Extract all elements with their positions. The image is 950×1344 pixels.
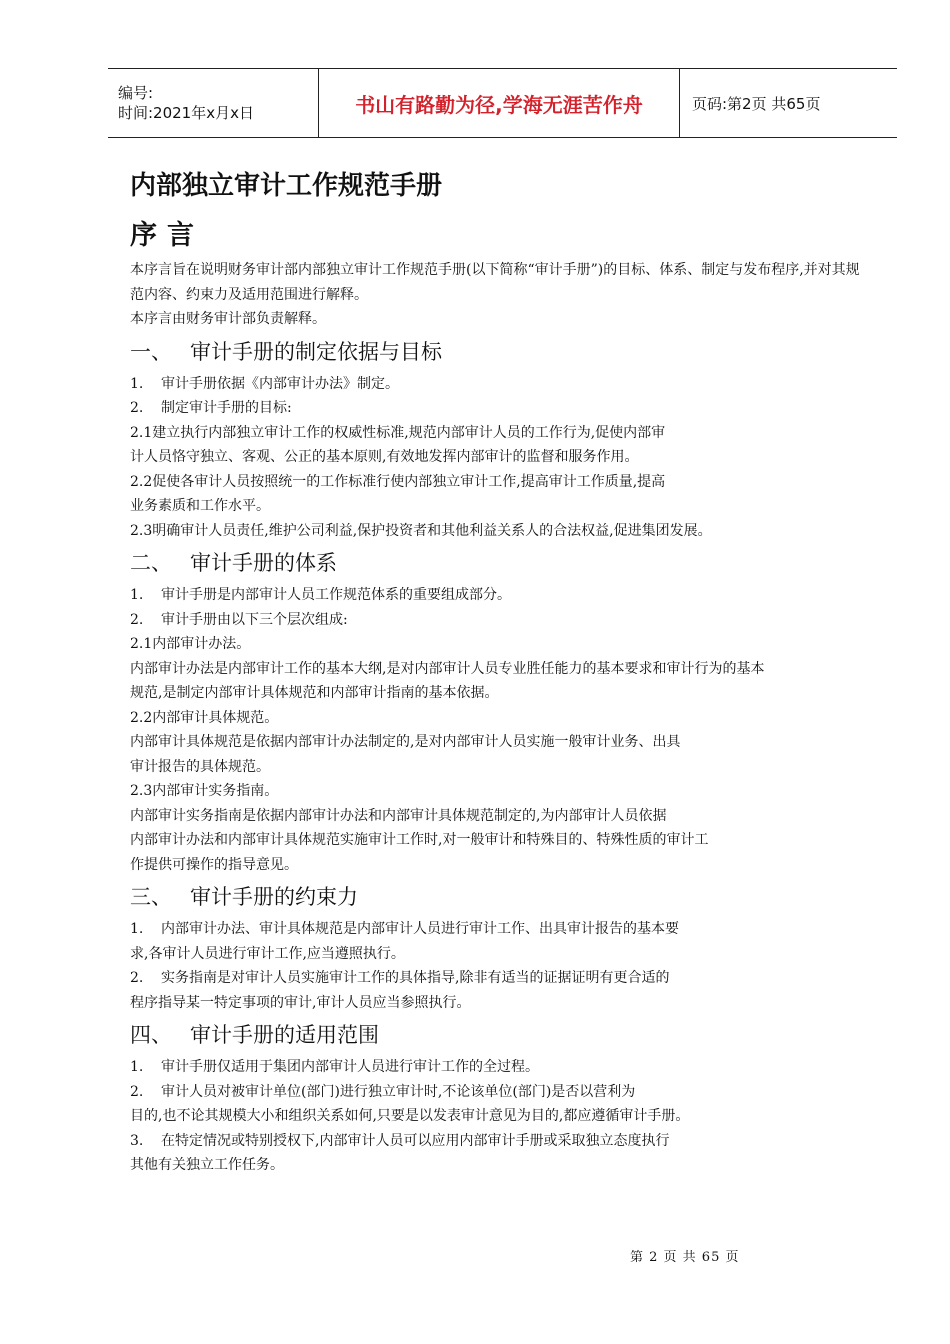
- line-text: 2.1建立执行内部独立审计工作的权威性标准,规范内部审计人员的工作行为,促使内部审: [130, 424, 666, 441]
- body-line: [130, 1080, 866, 1105]
- page-footer: 第 2 页 共 65 页: [630, 1250, 740, 1265]
- page-info-text: 页码:第2页 共65页: [692, 94, 821, 113]
- line-text: 业务素质和工作水平。: [130, 498, 270, 514]
- body-line: [130, 519, 866, 544]
- line-text: 计人员恪守独立、客观、公正的基本原则,有效地发挥内部审计的监督和服务作用。: [130, 449, 639, 465]
- body-line: [130, 470, 866, 495]
- header-meta: [108, 69, 319, 137]
- body-line: [130, 706, 866, 731]
- body-line: [130, 942, 866, 967]
- line-text: 2.2内部审计具体规范。: [130, 709, 279, 726]
- body-line: [130, 1153, 866, 1178]
- body-line: [130, 681, 866, 706]
- header-motto: [319, 69, 680, 137]
- body-line: [130, 421, 866, 446]
- body-line: [130, 917, 866, 942]
- line-text: 审计报告的具体规范。: [130, 758, 270, 775]
- item-number: 1.: [130, 375, 144, 392]
- body-line: [130, 1104, 866, 1129]
- sections: [130, 332, 866, 1178]
- section-title: 审计手册的约束力: [190, 885, 358, 909]
- line-text: 审计人员对被审计单位(部门)进行独立审计时,不论该单位(部门)是否以营利为: [161, 1083, 636, 1100]
- line-text: 其他有关独立工作任务。: [130, 1157, 284, 1173]
- body-line: [130, 1129, 866, 1154]
- section-heading: [130, 543, 866, 583]
- motto-text: 书山有路勤为径,学海无涯苦作舟: [355, 92, 643, 117]
- line-text: 审计手册依据《内部审计办法》制定。: [161, 375, 399, 392]
- line-text: 内部审计实务指南是依据内部审计办法和内部审计具体规范制定的,为内部审计人员依据: [130, 807, 667, 824]
- item-number: 2.: [130, 611, 144, 628]
- section-number: 四、: [130, 1023, 172, 1047]
- preface-paragraph: 本序言旨在说明财务审计部内部独立审计工作规范手册(以下简称“审计手册”)的目标、体系、制定与发布程序,并对其规范内容、约束力及适用范围进行解释。: [130, 262, 860, 303]
- body-line: [130, 1055, 866, 1080]
- line-text: 制定审计手册的目标:: [161, 400, 292, 416]
- body-line: [130, 966, 866, 991]
- section-number: 二、: [130, 551, 172, 575]
- time-label: 时间:2021年x月x日: [118, 104, 254, 122]
- document-body: [130, 166, 866, 1178]
- line-text: 审计手册是内部审计人员工作规范体系的重要组成部分。: [161, 587, 511, 603]
- line-text: 程序指导某一特定事项的审计,审计人员应当参照执行。: [130, 994, 471, 1011]
- section-title: 审计手册的适用范围: [190, 1023, 379, 1047]
- line-text: 实务指南是对审计人员实施审计工作的具体指导,除非有适当的证据证明有更合适的: [161, 970, 670, 986]
- header-page-info: [680, 69, 897, 137]
- item-number: 2.: [130, 400, 144, 416]
- page-header: [108, 68, 897, 138]
- line-text: 在特定情况或特别授权下,内部审计人员可以应用内部审计手册或采取独立态度执行: [161, 1132, 670, 1149]
- line-text: 目的,也不论其规模大小和组织关系如何,只要是以发表审计意见为目的,都应遵循审计手册。: [130, 1108, 690, 1124]
- section-title: 审计手册的体系: [190, 551, 337, 575]
- item-number: 3.: [130, 1132, 144, 1149]
- body-line: [130, 779, 866, 804]
- body-line: [130, 657, 866, 682]
- body-line: [130, 730, 866, 755]
- item-number: 1.: [130, 1059, 144, 1075]
- serial-label: 编号:: [118, 84, 154, 102]
- section-title: 审计手册的制定依据与目标: [190, 339, 442, 364]
- section-heading: [130, 332, 866, 372]
- line-text: 2.2促使各审计人员按照统一的工作标准行使内部独立审计工作,提高审计工作质量,提高: [130, 473, 666, 490]
- section-heading: [130, 877, 866, 917]
- body-line: [130, 445, 866, 470]
- line-text: 内部审计办法和内部审计具体规范实施审计工作时,对一般审计和特殊目的、特殊性质的审计工: [130, 832, 709, 848]
- section-number: 一、: [130, 339, 172, 364]
- body-line: [130, 632, 866, 657]
- body-line: [130, 608, 866, 633]
- body-line: [130, 583, 866, 608]
- body-line: [130, 755, 866, 780]
- body-line: [130, 804, 866, 829]
- body-line: [130, 853, 866, 878]
- line-text: 内部审计办法、审计具体规范是内部审计人员进行审计工作、出具审计报告的基本要: [161, 921, 679, 937]
- line-text: 内部审计办法是内部审计工作的基本大纲,是对内部审计人员专业胜任能力的基本要求和审计行为的基本: [130, 660, 765, 677]
- line-text: 2.1内部审计办法。: [130, 636, 251, 652]
- item-number: 1.: [130, 921, 144, 937]
- body-line: [130, 396, 866, 421]
- body-line: [130, 372, 866, 397]
- line-text: 求,各审计人员进行审计工作,应当遵照执行。: [130, 945, 405, 962]
- line-text: 内部审计具体规范是依据内部审计办法制定的,是对内部审计人员实施一般审计业务、出具: [130, 734, 681, 750]
- body-line: [130, 494, 866, 519]
- item-number: 1.: [130, 587, 144, 603]
- line-text: 2.3内部审计实务指南。: [130, 783, 279, 799]
- line-text: 2.3明确审计人员责任,维护公司利益,保护投资者和其他利益关系人的合法权益,促进集团发展。: [130, 522, 712, 539]
- line-text: 审计手册仅适用于集团内部审计人员进行审计工作的全过程。: [161, 1059, 539, 1075]
- document-title: 内部独立审计工作规范手册: [130, 171, 443, 201]
- item-number: 2.: [130, 1083, 144, 1100]
- body-line: [130, 991, 866, 1016]
- body-line: [130, 828, 866, 853]
- line-text: 审计手册由以下三个层次组成:: [161, 611, 348, 628]
- section-number: 三、: [130, 885, 172, 909]
- section-heading: [130, 1015, 866, 1055]
- line-text: 规范,是制定内部审计具体规范和内部审计指南的基本依据。: [130, 685, 499, 701]
- item-number: 2.: [130, 970, 144, 986]
- preface-heading: 序言: [130, 220, 204, 251]
- line-text: 作提供可操作的指导意见。: [130, 856, 298, 873]
- preface-paragraph: 本序言由财务审计部负责解释。: [130, 311, 326, 327]
